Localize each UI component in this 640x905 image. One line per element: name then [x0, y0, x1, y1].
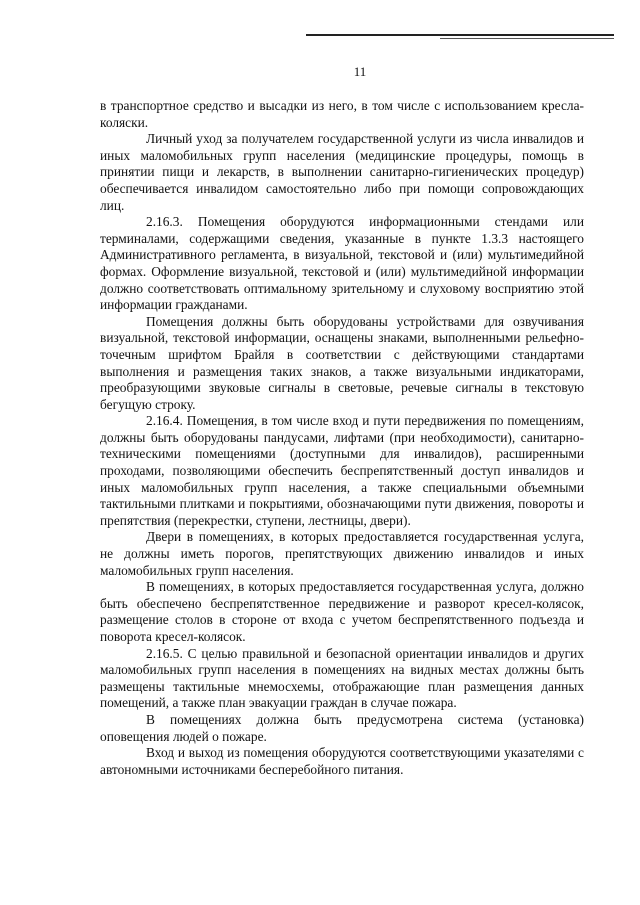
paragraph-2: Личный уход за получателем государственной услуги из числа инвалидов и иных маломобильных групп населения (медицинские процедуры, помощь в принятии пищи и лекарств, в выполнении санитарно-гигиенических процедур) обеспечивается инвалидом самостоятельно либо при помощи сопровождающих лиц. [100, 131, 584, 213]
paragraph-8: 2.16.5. С целью правильной и безопасной ориентации инвалидов и других маломобильных групп населения в помещениях на видных местах должны быть размещены тактильные мнемосхемы, отображающие план размещения данных помещений, а также план эвакуации граждан в случае пожара. [100, 645, 584, 711]
paragraph-3: 2.16.3. Помещения оборудуются информационными стендами или терминалами, содержащими сведения, указанные в пункте 1.3.3 настоящего Административного регламента, в визуальной, текстовой и (или) мультимедийной формах. Оформление визуальной, текстовой и (или) мультимедийной информации должно соответствовать оптимальному зрительному и слуховому восприятию этой информации гражданами. [100, 214, 584, 313]
page-number: 11 [353, 64, 367, 79]
header-rule-thin [440, 38, 614, 39]
paragraph-4: Помещения должны быть оборудованы устройствами для озвучивания визуальной, текстовой информации, оснащены знаками, выполненными рельефно-точечным шрифтом Брайля в соответствии с действующими стандартами выполнения и размещения таких знаков, а также визуальными индикаторами, преобразующими звуковые сигналы в световые, речевые сигналы в текстовую бегущую строку. [100, 313, 584, 412]
paragraph-6: Двери в помещениях, в которых предоставляется государственная услуга, не должны иметь порогов, препятствующих движению инвалидов и иных маломобильных групп населения. [100, 529, 584, 578]
paragraph-10: Вход и выход из помещения оборудуются соответствующими указателями с автономными источниками бесперебойного питания. [100, 745, 584, 777]
paragraph-1: в транспортное средство и высадки из него, в том числе с использованием кресла-коляски. [100, 98, 584, 130]
paragraph-9: В помещениях должна быть предусмотрена система (установка) оповещения людей о пожаре. [100, 711, 584, 744]
paragraph-7: В помещениях, в которых предоставляется государственная услуга, должно быть обеспечено беспрепятственное передвижение и разворот кресел-колясок, размещение столов в стороне от входа с учетом беспрепятственного подъезда и поворота кресел-колясок. [100, 579, 584, 644]
paragraph-5: 2.16.4. Помещения, в том числе вход и пути передвижения по помещениям, должны быть оборудованы пандусами, лифтами (при необходимости), санитарно-техническими помещениями (доступными для инвалидов), расширенными проходами, позволяющими обеспечить беспрепятственный доступ инвалидов и иных маломобильных групп населения, а также специальными объемными тактильными плитками и покрытиями, обозначающими пути движения, повороты и препятствия (перекрестки, ступени, лестницы, двери). [100, 413, 584, 528]
header-rule [306, 34, 614, 36]
document-body [100, 98, 584, 778]
